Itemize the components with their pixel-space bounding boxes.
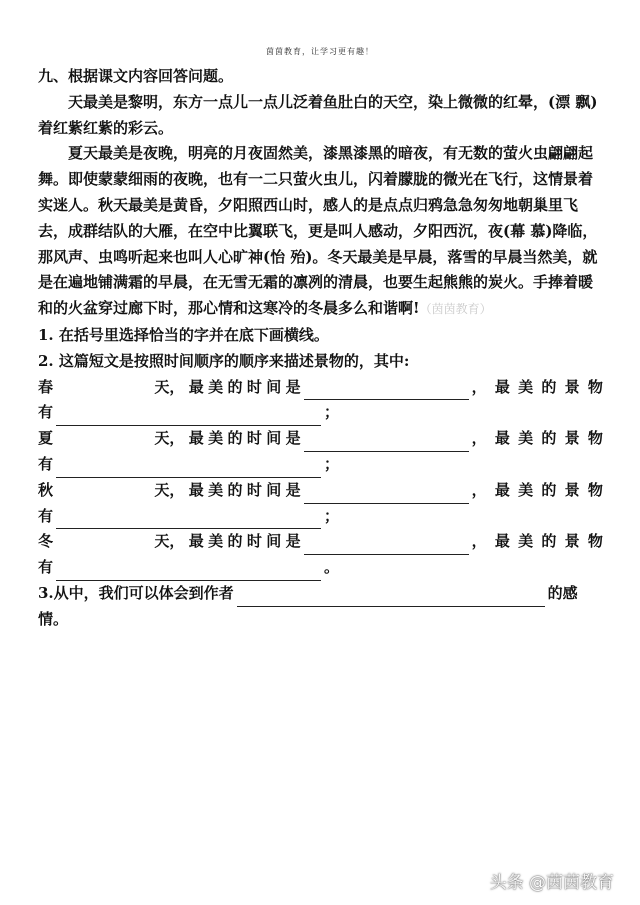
season-time-label: ， 最 美 的 时 间 是	[169, 429, 301, 448]
season-scene-label: ， 最 美 的 景 物	[471, 377, 603, 396]
answer-blank-scene[interactable]	[56, 407, 321, 426]
season-you-label: 有	[38, 454, 54, 473]
season-you-label: 有	[38, 558, 54, 577]
season-label: 春 天	[38, 377, 170, 396]
answer-blank-time[interactable]	[304, 485, 469, 504]
season-label: 秋 天	[38, 480, 170, 499]
passage-paragraph-2-text: 夏天最美是夜晚，明亮的月夜固然美，漆黑漆黑的暗夜，有无数的萤火虫翩翩起舞。即使蒙蒙细雨的夜晚，也有一二只萤火虫儿，闪着朦胧的微光在飞行，这情景着实迷人。秋天最美是黄昏，夕阳照西山时，感人的是点点归鸦急急匆匆地朝巢里飞去，成群结队的大雁，在空中比翼联飞，更是叫人感动，夕阳西沉，夜(幕 慕)降临，那风声、虫鸣听起来也叫人心旷神(怡 殆)。冬天最美是早晨，落雪的早晨当然美，就是在遍地铺满霜的早晨，在无雪无霜的凛冽的清晨，也要生起熊熊的炭火。手捧着暖和的火盆穿过廊下时，那心情和这寒冷的冬晨多么和谐啊!	[38, 144, 598, 318]
season-end-punct: ；	[324, 454, 340, 473]
section-title: 九、根据课文内容回答问题。	[38, 67, 234, 85]
season-end-punct: ；	[324, 506, 340, 525]
answer-blank-scene[interactable]	[56, 459, 321, 478]
season-time-label: ， 最 美 的 时 间 是	[169, 480, 301, 499]
answer-blank-time[interactable]	[304, 381, 469, 400]
season-block-winter	[38, 529, 603, 581]
season-you-label: 有	[38, 403, 54, 422]
header-slogan: 茵茵教育，让学习更有趣！	[266, 47, 374, 56]
season-block-spring	[38, 375, 603, 427]
passage-paragraph-1: 天最美是黎明，东方一点儿一点儿泛着鱼肚白的天空，染上微微的红晕，(漂 飘)着红紫红紫的彩云。	[38, 92, 598, 137]
source-watermark: 头条 @茵茵教育	[489, 873, 614, 893]
worksheet-content	[38, 64, 603, 633]
answer-blank-feeling[interactable]	[237, 588, 545, 607]
question-1: 1. 在括号里选择恰当的字并在底下画横线。	[38, 325, 329, 344]
season-end-punct: 。	[324, 558, 340, 577]
answer-blank-time[interactable]	[304, 433, 469, 452]
season-time-label: ， 最 美 的 时 间 是	[169, 377, 301, 396]
passage-paragraph-2	[38, 141, 603, 323]
season-scene-label: ， 最 美 的 景 物	[471, 429, 603, 448]
answer-blank-time[interactable]	[304, 536, 469, 555]
season-label: 冬 天	[38, 532, 170, 551]
season-scene-label: ， 最 美 的 景 物	[471, 532, 603, 551]
season-you-label: 有	[38, 506, 54, 525]
question-2: 2. 这篇短文是按照时间顺序的顺序来描述景物的，其中:	[38, 351, 410, 370]
question-3-line-2: 情。	[38, 609, 69, 628]
season-block-summer	[38, 426, 603, 478]
season-label: 夏 天	[38, 429, 170, 448]
season-end-punct: ；	[324, 403, 340, 422]
question-3-suffix: 的感	[547, 583, 578, 602]
answer-blank-scene[interactable]	[56, 562, 321, 581]
question-3-prefix: 3.从中，我们可以体会到作者	[38, 583, 234, 602]
answer-blank-scene[interactable]	[56, 510, 321, 529]
season-block-autumn	[38, 478, 603, 530]
question-3	[38, 581, 603, 607]
season-time-label: ， 最 美 的 时 间 是	[169, 532, 301, 551]
season-scene-label: ， 最 美 的 景 物	[471, 480, 603, 499]
watermark-text: （茵茵教育）	[419, 302, 492, 317]
